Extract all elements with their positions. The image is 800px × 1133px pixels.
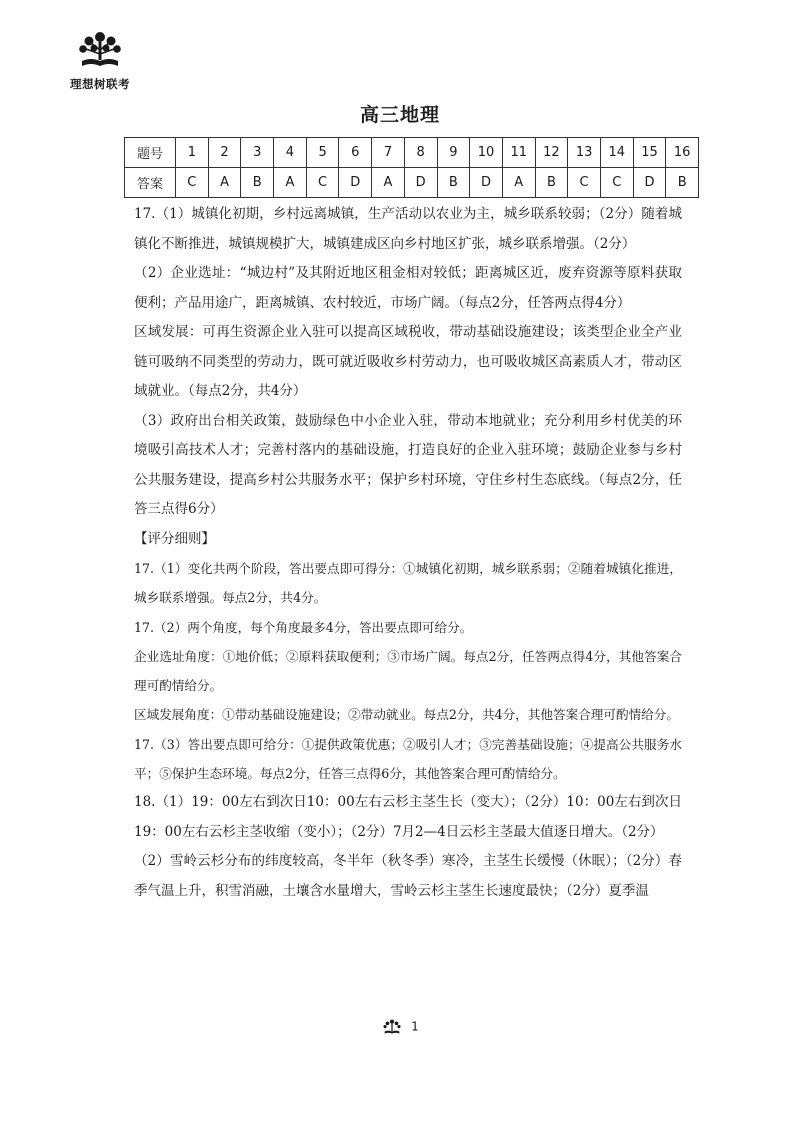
- answer-17-2-site: （2）企业选址：“城边村”及其附近地区租金相对较低；距离城区近，废弃资源等原料获取便利；产品用途广，距离城镇、农村较近，市场广阔。（每点2分，任答两点得4分）: [134, 265, 682, 311]
- footer-logo-icon: [381, 1018, 403, 1036]
- question-number: 8: [404, 138, 437, 168]
- question-number: 10: [470, 138, 503, 168]
- answer-cell: D: [339, 168, 372, 198]
- answer-cell: C: [176, 168, 209, 198]
- answer-cell: B: [666, 168, 699, 198]
- number-row-label: 题号: [125, 138, 176, 168]
- rule-17-2: 17.（2）两个角度，每个角度最多4分，答出要点即可给分。: [134, 619, 473, 635]
- answer-table: [124, 137, 699, 198]
- question-number: 15: [633, 138, 666, 168]
- answer-cell: A: [274, 168, 307, 198]
- page-title: 高三地理: [359, 104, 440, 126]
- answer-cell: D: [404, 168, 437, 198]
- answer-cell: C: [568, 168, 601, 198]
- question-number: 11: [502, 138, 535, 168]
- answer-17-3: （3）政府出台相关政策，鼓励绿色中小企业入驻，带动本地就业；充分利用乡村优美的环境吸引高技术人才；完善村落内的基础设施，打造良好的企业入驻环境；鼓励企业参与乡村公共服务建设，提高乡村公共服务水平；保护乡村环境，守住乡村生态底线。（每点2分，任答三点得6分）: [134, 412, 682, 517]
- answer-cell: A: [372, 168, 405, 198]
- rule-17-1: 17.（1）变化共两个阶段，答出要点即可得分：①城镇化初期，城乡联系弱；②随着城镇化推进，城乡联系增强。每点2分，共4分。: [134, 561, 682, 606]
- question-number: 12: [535, 138, 568, 168]
- answer-content: [134, 200, 682, 906]
- answer-cell: B: [241, 168, 274, 198]
- answer-18-2: （2）雪岭云杉分布的纬度较高，冬半年（秋冬季）寒冷，主茎生长缓慢（休眠）；（2分）春季气温上升，积雪消融，土壤含水量增大，雪岭云杉主茎生长速度最快；（2分）夏季温: [134, 853, 682, 899]
- rules-heading: 【评分细则】: [134, 530, 215, 547]
- answer-17-1: 17.（1）城镇化初期，乡村远离城镇，生产活动以农业为主，城乡联系较弱；（2分）随着城镇化不断推进，城镇规模扩大，城镇建成区向乡村地区扩张，城乡联系增强。（2分）: [134, 206, 682, 252]
- answer-18-1: 18.（1）19：00左右到次日10：00左右云杉主茎生长（变大）；（2分）10：00左右到次日19：00左右云杉主茎收缩（变小）；（2分）7月2—4日云杉主茎最大值逐日增大。（2分）: [134, 794, 682, 840]
- question-number: 16: [666, 138, 699, 168]
- logo-text: 理想树联考: [70, 77, 130, 91]
- answer-cell: D: [633, 168, 666, 198]
- question-number: 13: [568, 138, 601, 168]
- question-number: 6: [339, 138, 372, 168]
- answer-cell: C: [306, 168, 339, 198]
- page-footer: [0, 1018, 800, 1036]
- answer-table-number-row: [125, 138, 699, 168]
- answer-row-label: 答案: [125, 168, 176, 198]
- rule-17-2-site: 企业选址角度：①地价低；②原料获取便利；③市场广阔。每点2分，任答两点得4分，其他答案合理可酌情给分。: [134, 648, 682, 694]
- answer-17-2-development: 区域发展：可再生资源企业入驻可以提高区域税收，带动基础设施建设；该类型企业全产业链可吸纳不同类型的劳动力，既可就近吸收乡村劳动力，也可吸收城区高素质人才，带动区域就业。（每点2分，共4分）: [134, 324, 682, 399]
- rule-17-3: 17.（3）答出要点即可给分：①提供政策优惠；②吸引人才；③完善基础设施；④提高公共服务水平；⑤保护生态环境。每点2分，任答三点得6分，其他答案合理可酌情给分。: [134, 736, 682, 782]
- question-number: 2: [208, 138, 241, 168]
- question-number: 1: [176, 138, 209, 168]
- answer-cell: B: [437, 168, 470, 198]
- question-number: 7: [372, 138, 405, 168]
- page-number: 1: [411, 1019, 419, 1034]
- rule-17-2-development: 区域发展角度：①带动基础设施建设；②带动就业。每点2分，共4分，其他答案合理可酌情给分。: [134, 707, 679, 723]
- question-number: 14: [600, 138, 633, 168]
- answer-cell: B: [535, 168, 568, 198]
- brand-logo: [60, 28, 140, 92]
- answer-cell: C: [600, 168, 633, 198]
- answer-table-answer-row: [125, 168, 699, 198]
- question-number: 5: [306, 138, 339, 168]
- question-number: 9: [437, 138, 470, 168]
- tree-logo-icon: [76, 28, 124, 72]
- question-number: 4: [274, 138, 307, 168]
- question-number: 3: [241, 138, 274, 168]
- answer-cell: D: [470, 168, 503, 198]
- answer-cell: A: [208, 168, 241, 198]
- answer-cell: A: [502, 168, 535, 198]
